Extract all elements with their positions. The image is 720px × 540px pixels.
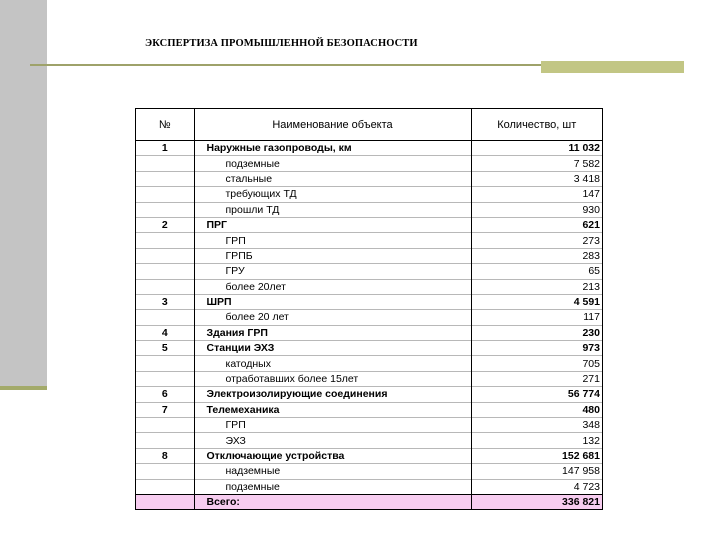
row-number [136,433,194,448]
row-quantity: 132 [471,433,602,448]
row-number [136,264,194,279]
total-quantity: 336 821 [471,494,602,509]
row-number [136,464,194,479]
title-accent-block [541,61,684,73]
table-row [136,156,602,171]
row-number [136,371,194,386]
row-object-name: Станции ЭХЗ [194,341,471,356]
row-number [136,187,194,202]
row-quantity: 348 [471,418,602,433]
table-row [136,356,602,371]
row-quantity: 705 [471,356,602,371]
table-row [136,233,602,248]
row-quantity: 117 [471,310,602,325]
row-number [136,156,194,171]
row-number [136,202,194,217]
row-object-name: ШРП [194,294,471,309]
row-object-name: катодных [194,356,471,371]
left-decor-bar-edge [0,386,47,390]
table-row [136,187,602,202]
row-quantity: 271 [471,371,602,386]
row-quantity: 56 774 [471,387,602,402]
row-object-name: подземные [194,156,471,171]
row-quantity: 283 [471,248,602,263]
table-row [136,387,602,402]
objects-table [136,109,602,509]
table-header-row [136,109,602,141]
row-object-name: ЭХЗ [194,433,471,448]
row-object-name: требующих ТД [194,187,471,202]
row-object-name: отработавших более 15лет [194,371,471,386]
row-object-name: Электроизолирующие соединения [194,387,471,402]
row-number [136,479,194,494]
row-object-name: прошли ТД [194,202,471,217]
row-number: 1 [136,141,194,156]
row-quantity: 152 681 [471,448,602,463]
row-object-name: Отключающие устройства [194,448,471,463]
row-object-name: ГРП [194,418,471,433]
row-quantity: 3 418 [471,171,602,186]
table-row [136,202,602,217]
row-number [136,171,194,186]
total-label: Всего: [194,494,471,509]
left-decor-bar [0,0,47,388]
row-number [136,248,194,263]
row-quantity: 973 [471,341,602,356]
row-quantity: 230 [471,325,602,340]
row-quantity: 4 591 [471,294,602,309]
row-quantity: 4 723 [471,479,602,494]
table-row [136,341,602,356]
table-row [136,371,602,386]
table-row [136,264,602,279]
row-number: 4 [136,325,194,340]
row-quantity: 213 [471,279,602,294]
row-object-name: Телемеханика [194,402,471,417]
row-quantity: 147 958 [471,464,602,479]
row-number [136,356,194,371]
row-object-name: Наружные газопроводы, км [194,141,471,156]
table-row [136,464,602,479]
table-row [136,402,602,417]
total-number [136,494,194,509]
table-row [136,141,602,156]
row-number: 3 [136,294,194,309]
row-number [136,279,194,294]
row-quantity: 65 [471,264,602,279]
row-quantity: 273 [471,233,602,248]
row-object-name: ГРПБ [194,248,471,263]
table-row [136,217,602,232]
row-quantity: 930 [471,202,602,217]
row-quantity: 480 [471,402,602,417]
row-number [136,418,194,433]
row-number [136,233,194,248]
row-object-name: более 20 лет [194,310,471,325]
row-number: 8 [136,448,194,463]
table-row [136,279,602,294]
table-row [136,325,602,340]
row-number: 7 [136,402,194,417]
objects-table-frame [135,108,603,510]
row-number: 2 [136,217,194,232]
row-object-name: стальные [194,171,471,186]
column-header-name: Наименование объекта [194,109,471,141]
row-quantity: 621 [471,217,602,232]
page-title: ЭКСПЕРТИЗА ПРОМЫШЛЕННОЙ БЕЗОПАСНОСТИ [145,38,418,49]
table-row [136,448,602,463]
row-number: 6 [136,387,194,402]
table-row [136,418,602,433]
table-row [136,248,602,263]
row-object-name: Здания ГРП [194,325,471,340]
table-row [136,294,602,309]
row-number: 5 [136,341,194,356]
table-row [136,171,602,186]
row-number [136,310,194,325]
table-total-row [136,494,602,509]
row-object-name: более 20лет [194,279,471,294]
row-quantity: 147 [471,187,602,202]
table-row [136,433,602,448]
column-header-quantity: Количество, шт [471,109,602,141]
row-object-name: надземные [194,464,471,479]
column-header-number: № [136,109,194,141]
row-quantity: 7 582 [471,156,602,171]
row-quantity: 11 032 [568,142,600,155]
row-object-name: ПРГ [194,217,471,232]
row-object-name: подземные [194,479,471,494]
table-row [136,310,602,325]
row-object-name: ГРП [194,233,471,248]
table-row [136,479,602,494]
row-object-name: ГРУ [194,264,471,279]
